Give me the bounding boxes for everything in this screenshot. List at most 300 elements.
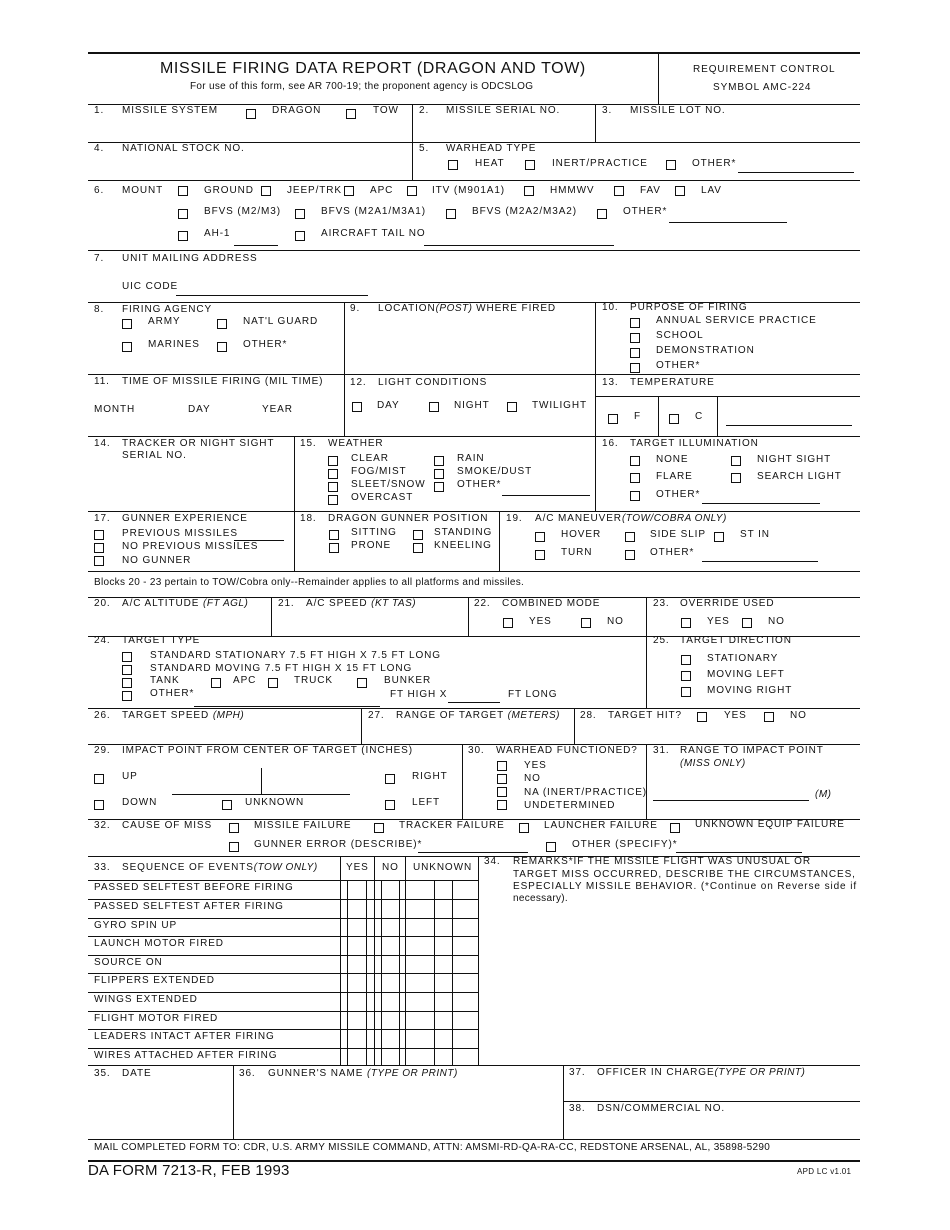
seq-col-unknown: UNKNOWN: [413, 862, 473, 873]
override-no-checkbox[interactable]: [742, 618, 752, 628]
sleet-checkbox[interactable]: [328, 482, 338, 492]
warhead-other-label: OTHER*: [692, 158, 737, 169]
b23-num: 23.: [653, 598, 670, 609]
b13-num: 13.: [602, 377, 619, 388]
col-line: [563, 1065, 564, 1139]
b33-label-a: SEQUENCE OF EVENTS: [122, 862, 254, 873]
illum-other-checkbox[interactable]: [630, 491, 640, 501]
tail-no-checkbox[interactable]: [295, 231, 305, 241]
b19-label-a: A/C MANEUVER: [535, 513, 622, 524]
warhead-undetermined-label: UNDETERMINED: [524, 800, 616, 811]
b10-num: 10.: [602, 302, 619, 313]
b9-label-c: WHERE FIRED: [476, 303, 557, 314]
b16-num: 16.: [602, 438, 619, 449]
col-line: [468, 597, 469, 636]
ft-high-field[interactable]: [448, 702, 500, 703]
left-checkbox[interactable]: [385, 800, 395, 810]
tracker-failure-label: TRACKER FAILURE: [399, 820, 505, 831]
flare-label: FLARE: [656, 471, 693, 482]
b11-label: TIME OF MISSILE FIRING (MIL TIME): [122, 376, 324, 387]
b26-label: [122, 710, 244, 722]
tail-no-field[interactable]: [424, 245, 614, 246]
col-line: [646, 744, 647, 819]
target-other-label: OTHER*: [150, 688, 195, 699]
stationary-checkbox[interactable]: [681, 655, 691, 665]
bunker-checkbox[interactable]: [357, 678, 367, 688]
b3-label: MISSILE LOT NO.: [630, 105, 726, 116]
b4-label: NATIONAL STOCK NO.: [122, 143, 245, 154]
hmmwv-label: HMMWV: [550, 185, 595, 196]
miss-other-checkbox[interactable]: [546, 842, 556, 852]
col-line: [574, 708, 575, 744]
b26-label-b: (MPH): [212, 710, 245, 721]
right-label: RIGHT: [412, 771, 448, 782]
b12-label: LIGHT CONDITIONS: [378, 377, 488, 388]
combined-no-checkbox[interactable]: [581, 618, 591, 628]
twilight-label: TWILIGHT: [532, 400, 587, 411]
celsius-checkbox[interactable]: [669, 414, 679, 424]
year-label: YEAR: [262, 404, 293, 415]
b33-label-b: (TOW ONLY): [253, 862, 318, 873]
row-line: [88, 511, 860, 512]
lav-checkbox[interactable]: [675, 186, 685, 196]
gunner-error-label: GUNNER ERROR (DESCRIBE)*: [254, 839, 423, 850]
night-label: NIGHT: [454, 400, 490, 411]
b15-label: WEATHER: [328, 438, 384, 449]
b38-num: 38.: [569, 1103, 586, 1114]
b5-num: 5.: [419, 143, 430, 154]
b20-label-b: (FT AGL): [202, 598, 249, 609]
row-line: [88, 992, 479, 993]
b32-label: CAUSE OF MISS: [122, 820, 213, 831]
night-sight-label: NIGHT SIGHT: [757, 454, 832, 465]
row-line: [88, 708, 860, 709]
col-line: [646, 636, 647, 708]
flare-checkbox[interactable]: [630, 473, 640, 483]
col-line: [405, 856, 406, 1065]
dragon-checkbox[interactable]: [246, 109, 256, 119]
b26-label-a: TARGET SPEED: [122, 710, 210, 721]
uic-field[interactable]: [176, 295, 368, 296]
bunker-label: BUNKER: [384, 675, 432, 686]
row-line: [88, 436, 860, 437]
no-prev-missiles-checkbox[interactable]: [94, 543, 104, 553]
moving-left-label: MOVING LEFT: [707, 669, 785, 680]
standing-checkbox[interactable]: [413, 530, 423, 540]
itv-checkbox[interactable]: [407, 186, 417, 196]
miss-other-label: OTHER (SPECIFY)*: [572, 839, 678, 850]
marines-checkbox[interactable]: [122, 342, 132, 352]
b10-label: PURPOSE OF FIRING: [630, 302, 748, 313]
army-label: ARMY: [148, 316, 181, 327]
col-line: [340, 856, 341, 1065]
turn-checkbox[interactable]: [535, 550, 545, 560]
b15-num: 15.: [300, 438, 317, 449]
no-gunner-label: NO GUNNER: [122, 555, 192, 566]
seq-row: LAUNCH MOTOR FIRED: [94, 938, 224, 949]
std-moving-checkbox[interactable]: [122, 665, 132, 675]
stationary-label: STATIONARY: [707, 653, 779, 664]
b18-num: 18.: [300, 513, 317, 524]
moving-left-checkbox[interactable]: [681, 671, 691, 681]
b6-num: 6.: [94, 185, 105, 196]
celsius-label: C: [695, 411, 704, 422]
col-line: [261, 768, 262, 794]
prev-missiles-checkbox[interactable]: [94, 530, 104, 540]
weather-other-field[interactable]: [502, 495, 590, 496]
fog-checkbox[interactable]: [328, 469, 338, 479]
army-checkbox[interactable]: [122, 319, 132, 329]
side-slip-checkbox[interactable]: [625, 532, 635, 542]
jeep-checkbox[interactable]: [261, 186, 271, 196]
b32-num: 32.: [94, 820, 111, 831]
hover-checkbox[interactable]: [535, 532, 545, 542]
bfvs-m2-label: BFVS (M2/M3): [204, 206, 281, 217]
ground-checkbox[interactable]: [178, 186, 188, 196]
missile-firing-form: [88, 52, 860, 1162]
b13-label: TEMPERATURE: [630, 377, 715, 388]
override-no-label: NO: [768, 616, 785, 627]
fav-checkbox[interactable]: [614, 186, 624, 196]
kneeling-checkbox[interactable]: [413, 543, 423, 553]
row-line: [88, 899, 479, 900]
tow-label: TOW: [373, 105, 399, 116]
apc-target-label: APC: [233, 675, 257, 686]
b25-label: TARGET DIRECTION: [680, 635, 792, 646]
b20-label: [122, 598, 248, 610]
hover-label: HOVER: [561, 529, 602, 540]
b1-num: 1.: [94, 105, 105, 116]
col-line: [595, 374, 596, 436]
sitting-checkbox[interactable]: [329, 530, 339, 540]
form-title: MISSILE FIRING DATA REPORT (DRAGON AND TOW): [160, 60, 586, 77]
row-line: [88, 1011, 479, 1012]
combined-no-label: NO: [607, 616, 624, 627]
row-line: [563, 1101, 860, 1102]
bfvs-m2a1-checkbox[interactable]: [295, 209, 305, 219]
row-line: [88, 571, 860, 572]
warhead-no-checkbox[interactable]: [497, 774, 507, 784]
b29-num: 29.: [94, 745, 111, 756]
b20-label-a: A/C ALTITUDE: [122, 598, 200, 609]
st-in-label: ST IN: [740, 529, 770, 540]
truck-label: TRUCK: [294, 675, 333, 686]
form-id: DA FORM 7213-R, FEB 1993: [88, 1162, 290, 1179]
tank-checkbox[interactable]: [122, 678, 132, 688]
row-line: [88, 918, 479, 919]
seq-col-yes: YES: [346, 862, 369, 873]
gunner-error-field[interactable]: [418, 852, 528, 853]
b5-label: WARHEAD TYPE: [446, 143, 537, 154]
top-border: [88, 52, 860, 54]
truck-checkbox[interactable]: [268, 678, 278, 688]
seq-row: WINGS EXTENDED: [94, 994, 198, 1005]
col-line: [271, 597, 272, 636]
b31-label: RANGE TO IMPACT POINT: [680, 745, 824, 756]
right-checkbox[interactable]: [385, 774, 395, 784]
b35-label: DATE: [122, 1068, 152, 1079]
itv-label: ITV (M901A1): [432, 185, 506, 196]
fahrenheit-checkbox[interactable]: [608, 414, 618, 424]
purpose-other-checkbox[interactable]: [630, 363, 640, 373]
dragon-label: DRAGON: [272, 105, 322, 116]
moving-right-checkbox[interactable]: [681, 687, 691, 697]
b31-num: 31.: [653, 745, 670, 756]
st-in-checkbox[interactable]: [714, 532, 724, 542]
up-label: UP: [122, 771, 138, 782]
col-line: [344, 374, 345, 436]
apc-mount-checkbox[interactable]: [344, 186, 354, 196]
gunner-error-checkbox[interactable]: [229, 842, 239, 852]
warhead-yes-checkbox[interactable]: [497, 761, 507, 771]
day-cond-label: DAY: [377, 400, 400, 411]
b34-num: 34.: [484, 856, 501, 867]
night-checkbox[interactable]: [429, 402, 439, 412]
weather-other-checkbox[interactable]: [434, 482, 444, 492]
turn-label: TURN: [561, 547, 593, 558]
inert-label: INERT/PRACTICE: [552, 158, 648, 169]
override-yes-checkbox[interactable]: [681, 618, 691, 628]
temperature-field[interactable]: [726, 425, 852, 426]
b14-label-2: SERIAL NO.: [122, 450, 187, 461]
launcher-failure-checkbox[interactable]: [519, 823, 529, 833]
seq-row: FLIGHT MOTOR FIRED: [94, 1013, 219, 1024]
b21-label-a: A/C SPEED: [306, 598, 368, 609]
b1-label: MISSILE SYSTEM: [122, 105, 218, 116]
b23-label: OVERRIDE USED: [680, 598, 775, 609]
b21-label-b: (KT TAS): [371, 598, 417, 609]
impact-unknown-label: UNKNOWN: [245, 797, 305, 808]
demo-checkbox[interactable]: [630, 348, 640, 358]
maneuver-other-label: OTHER*: [650, 547, 695, 558]
miss-other-field[interactable]: [676, 852, 802, 853]
b19-label-b: (TOW/COBRA ONLY): [621, 513, 727, 524]
b26-num: 26.: [94, 710, 111, 721]
rain-checkbox[interactable]: [434, 456, 444, 466]
impact-unknown-checkbox[interactable]: [222, 800, 232, 810]
seq-row: GYRO SPIN UP: [94, 920, 178, 931]
seq-row: WIRES ATTACHED AFTER FIRING: [94, 1050, 278, 1061]
ah1-label: AH-1: [204, 228, 231, 239]
row-line: [88, 880, 479, 881]
no-prev-missiles-label: NO PREVIOUS MISSILES: [122, 541, 259, 552]
hit-yes-label: YES: [724, 710, 747, 721]
col-line: [717, 396, 718, 436]
bfvs-m2a2-label: BFVS (M2A2/M3A2): [472, 206, 577, 217]
illum-other-field[interactable]: [702, 503, 820, 504]
bfvs-m2-checkbox[interactable]: [178, 209, 188, 219]
b27-label-a: RANGE OF TARGET: [396, 710, 504, 721]
missile-failure-label: MISSILE FAILURE: [254, 820, 352, 831]
fav-label: FAV: [640, 185, 661, 196]
lav-label: LAV: [701, 185, 722, 196]
b18-label: DRAGON GUNNER POSITION: [328, 513, 489, 524]
b3-num: 3.: [602, 105, 613, 116]
warhead-yes-label: YES: [524, 760, 547, 771]
b12-num: 12.: [350, 377, 367, 388]
prev-missiles-label: PREVIOUS MISSILES: [122, 528, 238, 539]
school-checkbox[interactable]: [630, 333, 640, 343]
month-label: MONTH: [94, 404, 136, 415]
jeep-label: JEEP/TRK: [287, 185, 342, 196]
std-stationary-label: STANDARD STATIONARY 7.5 FT HIGH X 7.5 FT LONG: [150, 650, 441, 661]
down-checkbox[interactable]: [94, 800, 104, 810]
b24-label: TARGET TYPE: [122, 635, 201, 646]
ah1-field[interactable]: [234, 245, 278, 246]
heat-checkbox[interactable]: [448, 160, 458, 170]
row-line: [88, 973, 479, 974]
row-line: [88, 936, 479, 937]
side-slip-label: SIDE SLIP: [650, 529, 706, 540]
prone-label: PRONE: [351, 540, 392, 551]
prone-checkbox[interactable]: [329, 543, 339, 553]
seq-col-no: NO: [382, 862, 399, 873]
b36-label: [268, 1068, 458, 1080]
b22-num: 22.: [474, 598, 491, 609]
hit-yes-checkbox[interactable]: [697, 712, 707, 722]
std-stationary-checkbox[interactable]: [122, 652, 132, 662]
b8-num: 8.: [94, 304, 105, 315]
b33-label: [122, 862, 318, 874]
b37-label: [597, 1067, 805, 1079]
col-line: [361, 708, 362, 744]
search-light-label: SEARCH LIGHT: [757, 471, 842, 482]
b6-label: MOUNT: [122, 185, 164, 196]
b37-label-a: OFFICER IN CHARGE: [597, 1067, 715, 1078]
b34-line-3: ESPECIALLY MISSILE BEHAVIOR. (*Continue on Reverse side if: [513, 881, 857, 892]
missile-failure-checkbox[interactable]: [229, 823, 239, 833]
maneuver-other-checkbox[interactable]: [625, 550, 635, 560]
apc-target-checkbox[interactable]: [211, 678, 221, 688]
twilight-checkbox[interactable]: [507, 402, 517, 412]
row-line: [88, 374, 596, 375]
col-line: [478, 856, 479, 1065]
b9-num: 9.: [350, 303, 361, 314]
row-line: [88, 955, 479, 956]
heat-label: HEAT: [475, 158, 505, 169]
b9-label-b: (POST): [435, 303, 473, 314]
tank-label: TANK: [150, 675, 180, 686]
row-line: [88, 1048, 479, 1049]
req-control-1: REQUIREMENT CONTROL: [693, 64, 836, 75]
impact-updown-field[interactable]: [172, 794, 350, 795]
seq-row: PASSED SELFTEST AFTER FIRING: [94, 901, 284, 912]
col-line: [462, 744, 463, 819]
warhead-other-checkbox[interactable]: [666, 160, 676, 170]
ft-high-label: FT HIGH X: [390, 689, 448, 700]
tow-cobra-note: Blocks 20 - 23 pertain to TOW/Cobra only--Remainder applies to all platforms and missiles.: [94, 577, 525, 588]
smoke-checkbox[interactable]: [434, 469, 444, 479]
up-checkbox[interactable]: [94, 774, 104, 784]
b11-num: 11.: [94, 376, 110, 387]
asp-checkbox[interactable]: [630, 318, 640, 328]
natl-guard-label: NAT'L GUARD: [243, 316, 319, 327]
mail-instructions: MAIL COMPLETED FORM TO: CDR, U.S. ARMY MISSILE COMMAND, ATTN: AMSMI-RD-QA-RA-CC, REDSTONE ARSENAL, AL, 35898-5290: [94, 1142, 771, 1153]
moving-right-label: MOVING RIGHT: [707, 685, 793, 696]
b14-num: 14.: [94, 438, 111, 449]
warhead-undetermined-checkbox[interactable]: [497, 800, 507, 810]
launcher-failure-label: LAUNCHER FAILURE: [544, 820, 658, 831]
fog-label: FOG/MIST: [351, 466, 407, 477]
seq-row: LEADERS INTACT AFTER FIRING: [94, 1031, 275, 1042]
b25-num: 25.: [653, 635, 670, 646]
b2-label: MISSILE SERIAL NO.: [446, 105, 561, 116]
range-impact-field[interactable]: [653, 800, 809, 801]
b9-label-a: LOCATION: [378, 303, 436, 314]
hit-no-checkbox[interactable]: [764, 712, 774, 722]
mount-other-checkbox[interactable]: [597, 209, 607, 219]
b20-num: 20.: [94, 598, 111, 609]
overcast-label: OVERCAST: [351, 492, 414, 503]
hit-no-label: NO: [790, 710, 807, 721]
unknown-equip-checkbox[interactable]: [670, 823, 680, 833]
col-line: [499, 511, 500, 571]
b19-label: [535, 513, 727, 525]
b30-label: WARHEAD FUNCTIONED?: [496, 745, 638, 756]
combined-yes-checkbox[interactable]: [503, 618, 513, 628]
tracker-failure-checkbox[interactable]: [374, 823, 384, 833]
row-line: [595, 396, 860, 397]
req-control-2: SYMBOL AMC-224: [713, 82, 812, 93]
left-label: LEFT: [412, 797, 441, 808]
form-subtitle: For use of this form, see AR 700-19; the proponent agency is ODCSLOG: [190, 81, 534, 92]
hmmwv-checkbox[interactable]: [524, 186, 534, 196]
unknown-equip-label: UNKNOWN EQUIP FAILURE: [695, 819, 845, 830]
day-label: DAY: [188, 404, 211, 415]
none-illum-checkbox[interactable]: [630, 456, 640, 466]
row-line: [595, 374, 860, 375]
search-light-checkbox[interactable]: [731, 473, 741, 483]
target-other-field[interactable]: [194, 706, 380, 707]
agency-other-label: OTHER*: [243, 339, 288, 350]
ft-long-label: FT LONG: [508, 689, 558, 700]
mount-other-field[interactable]: [669, 222, 787, 223]
tow-checkbox[interactable]: [346, 109, 356, 119]
agency-other-checkbox[interactable]: [217, 342, 227, 352]
maneuver-other-field[interactable]: [702, 561, 818, 562]
inert-checkbox[interactable]: [525, 160, 535, 170]
ah1-checkbox[interactable]: [178, 231, 188, 241]
natl-guard-checkbox[interactable]: [217, 319, 227, 329]
b35-num: 35.: [94, 1068, 111, 1079]
day-checkbox[interactable]: [352, 402, 362, 412]
clear-checkbox[interactable]: [328, 456, 338, 466]
b24-num: 24.: [94, 635, 111, 646]
marines-label: MARINES: [148, 339, 200, 350]
warhead-no-label: NO: [524, 773, 541, 784]
bfvs-m2a2-checkbox[interactable]: [446, 209, 456, 219]
b2-num: 2.: [419, 105, 430, 116]
fahrenheit-label: F: [634, 411, 642, 422]
warhead-na-label: NA (INERT/PRACTICE): [524, 787, 648, 798]
col-line: [294, 511, 295, 571]
illum-other-label: OTHER*: [656, 489, 701, 500]
b21-num: 21.: [278, 598, 295, 609]
row-line: [88, 250, 860, 251]
purpose-other-label: OTHER*: [656, 360, 701, 371]
no-gunner-checkbox[interactable]: [94, 556, 104, 566]
b33-num: 33.: [94, 862, 111, 873]
asp-label: ANNUAL SERVICE PRACTICE: [656, 315, 817, 326]
col-line: [344, 302, 345, 374]
night-sight-checkbox[interactable]: [731, 456, 741, 466]
b38-label: DSN/COMMERCIAL NO.: [597, 1103, 726, 1114]
overcast-checkbox[interactable]: [328, 495, 338, 505]
ground-label: GROUND: [204, 185, 254, 196]
warhead-other-field[interactable]: [738, 172, 854, 173]
warhead-na-checkbox[interactable]: [497, 787, 507, 797]
target-other-checkbox[interactable]: [122, 691, 132, 701]
